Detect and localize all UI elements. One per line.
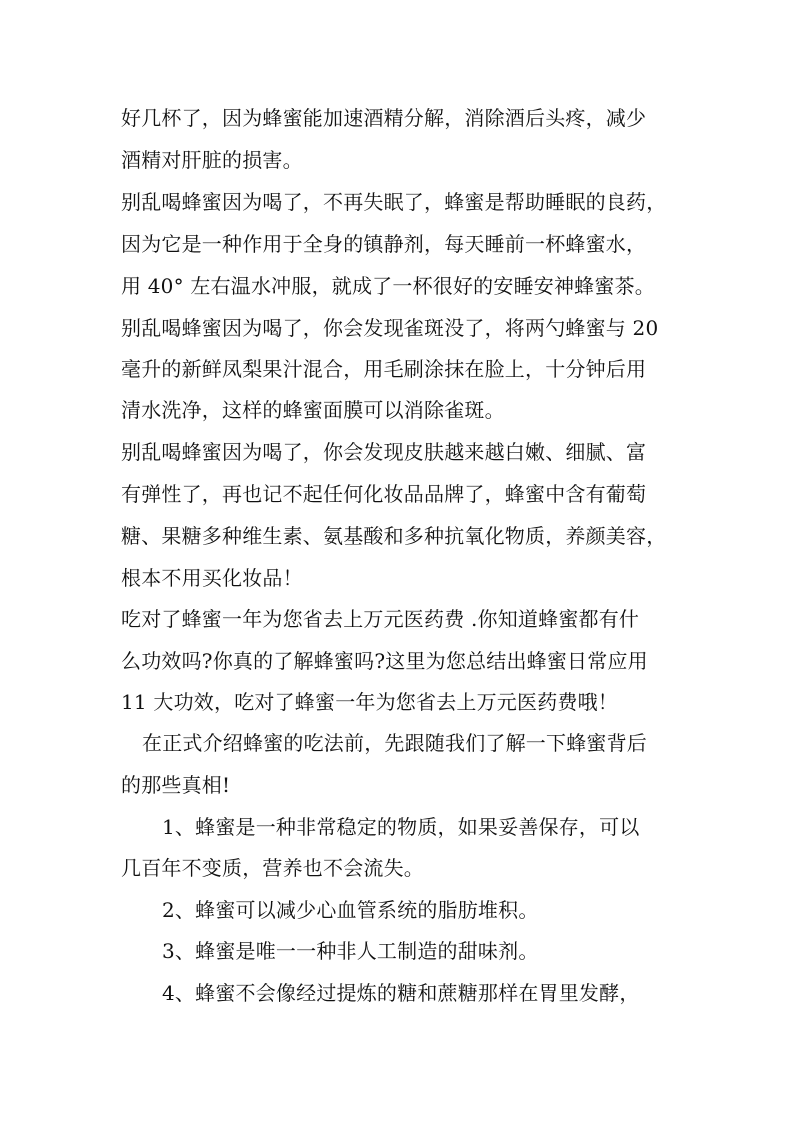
text-line: 糖、果糖多种维生素、氨基酸和多种抗氧化物质，养颜美容， xyxy=(121,524,667,548)
text-line: 毫升的新鲜凤梨果汁混合，用毛刷涂抹在脸上，十分钟后用 xyxy=(121,357,647,381)
text-line: 有弹性了，再也记不起任何化妆品品牌了，蜂蜜中含有葡萄 xyxy=(121,482,647,506)
text-line: 11 大功效，吃对了蜂蜜一年为您省去上万元医药费哦！ xyxy=(121,690,619,714)
list-item: 3、蜂蜜是唯一一种非人工制造的甜味剂。 xyxy=(162,939,539,963)
text-line: 在正式介绍蜂蜜的吃法前，先跟随我们了解一下蜂蜜背后 xyxy=(142,731,647,755)
text-line: 么功效吗?你真的了解蜂蜜吗?这里为您总结出蜂蜜日常应用 xyxy=(121,649,648,673)
text-line: 用 40° 左右温水冲服，就成了一杯很好的安睡安神蜂蜜茶。 xyxy=(121,274,655,298)
text-line: 因为它是一种作用于全身的镇静剂，每天睡前一杯蜂蜜水， xyxy=(121,232,647,256)
list-item: 2、蜂蜜可以减少心血管系统的脂肪堆积。 xyxy=(162,898,539,922)
text-line: 几百年不变质，营养也不会流失。 xyxy=(121,856,424,880)
text-line: 好几杯了，因为蜂蜜能加速酒精分解，消除酒后头疼，减少 xyxy=(121,106,647,130)
text-line: 根本不用买化妆品！ xyxy=(121,566,303,590)
text-line: 吃对了蜂蜜一年为您省去上万元医药费 .你知道蜂蜜都有什 xyxy=(121,607,640,631)
text-line: 的那些真相! xyxy=(121,773,231,797)
text-line: 清水洗净，这样的蜂蜜面膜可以消除雀斑。 xyxy=(121,398,505,422)
list-item: 4、蜂蜜不会像经过提炼的糖和蔗糖那样在胃里发酵， xyxy=(162,981,640,1005)
list-item: 1、蜂蜜是一种非常稳定的物质，如果妥善保存，可以 xyxy=(162,815,640,839)
text-line: 别乱喝蜂蜜因为喝了，不再失眠了，蜂蜜是帮助睡眠的良药， xyxy=(121,190,667,214)
text-line: 别乱喝蜂蜜因为喝了，你会发现雀斑没了，将两勺蜂蜜与 20 xyxy=(121,316,659,340)
text-line: 别乱喝蜂蜜因为喝了，你会发现皮肤越来越白嫩、细腻、富 xyxy=(121,440,647,464)
text-line: 酒精对肝脏的损害。 xyxy=(121,148,303,172)
